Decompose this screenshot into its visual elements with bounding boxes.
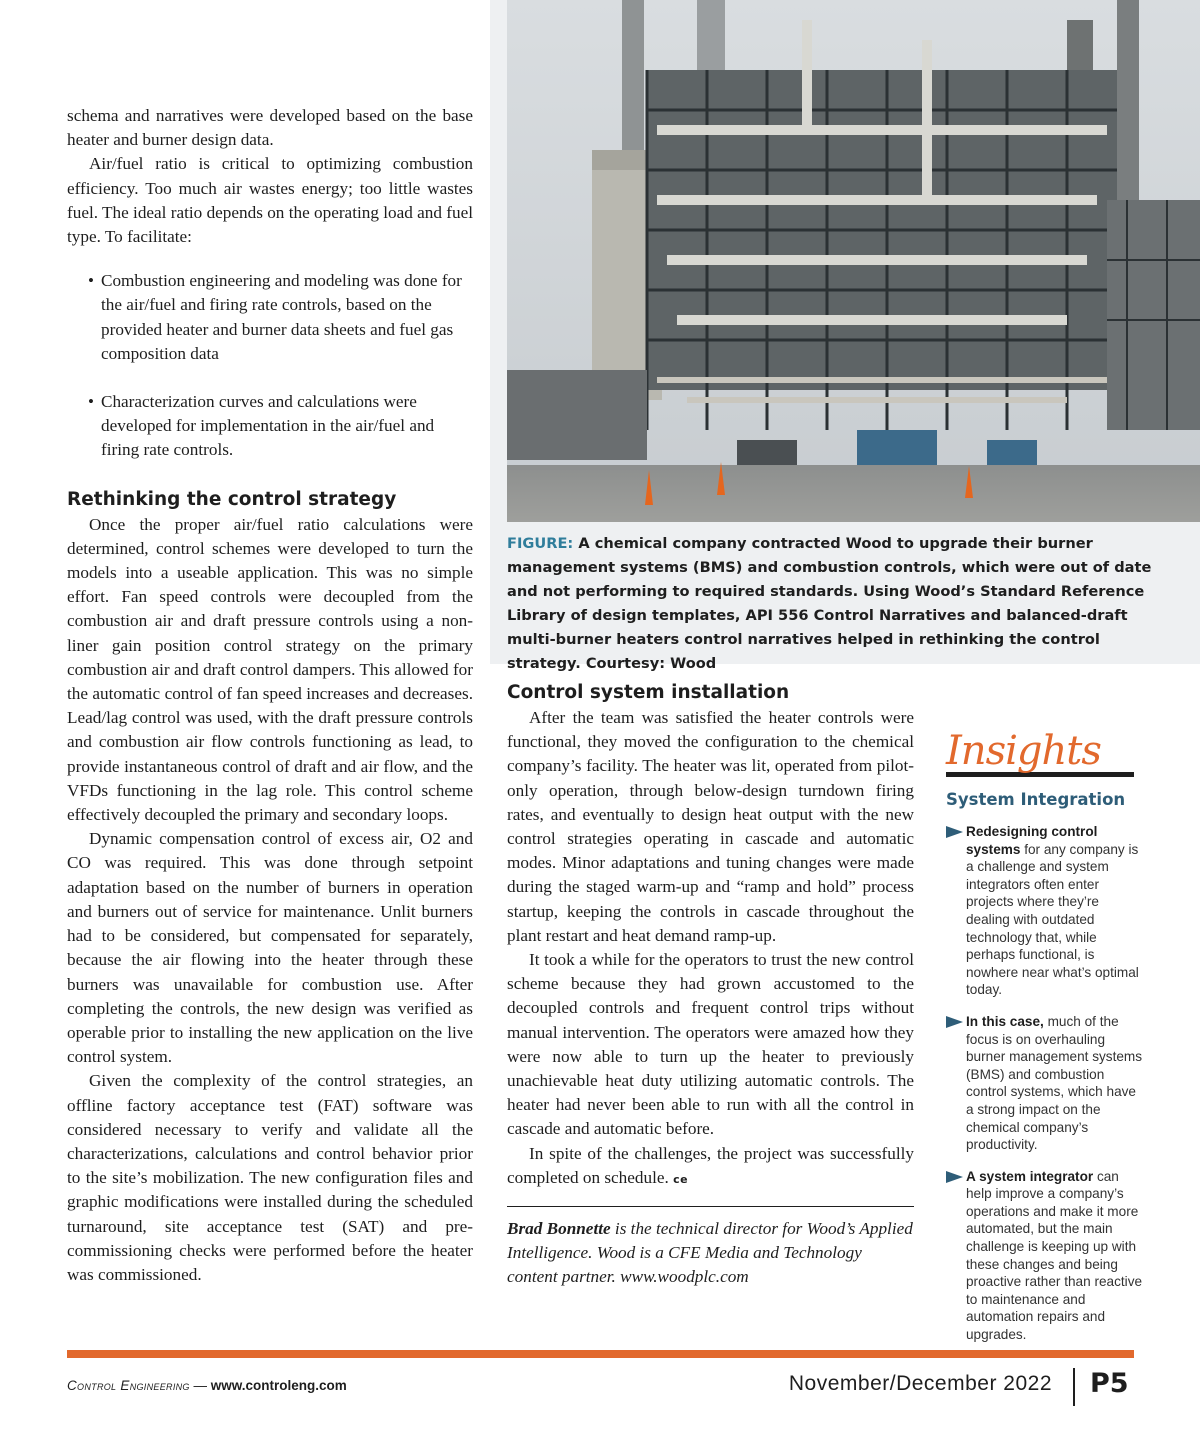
end-mark: ce [673,1172,689,1186]
section-heading: Rethinking the control strategy [67,488,397,510]
list-item: A system integrator can help improve a company’s operations and make it more automated, but the main challenge is keeping up with these changes and being proactive rather than reactive to maintenance and automation repairs and upgrades. [946,1168,1146,1344]
figure-photo [507,0,1200,522]
insights-subtitle: System Integration [946,790,1126,809]
figure-caption-text: A chemical company contracted Wood to upgrade their burner management systems (BMS) and combustion controls, which were out of date and not performing to required standards. Using Wood’s Standard Reference Library of design templates, API 556 Control Narratives and balanced-draft multi-burner heaters control narratives helped in rethinking the control strategy. Courtesy: Wood [507,535,1152,672]
arrow-icon [946,1016,963,1028]
list-item: • Characterization curves and calculations were developed for implementation in the air/fuel and firing rate controls. [88,392,435,460]
publication-url[interactable]: www.controleng.com [210,1378,347,1393]
paragraph: Given the complexity of the control strategies, an offline factory acceptance test (FAT) software was considered necessary to verify and validate all the characterizations, calculations and control behavior prior to the site’s mobilization. The new configuration files and graphic modifications were installed during the scheduled turnaround, site acceptance test (SAT) and pre-commissioning checks were performed before the heater was commissioned. [67,1071,473,1284]
byline-divider [507,1206,914,1207]
left-column [67,104,473,1287]
list-item: • Combustion engineering and modeling was done for the air/fuel and firing rate controls, based on the provided heater and burner data sheets and fuel gas composition data [88,271,462,363]
author-name: Brad Bonnette [507,1219,611,1239]
publication-name: Control Engineering [67,1378,190,1393]
paragraph: schema and narratives were developed based on the base heater and burner design data. [67,106,473,150]
list-item: Redesigning control systems for any company is a challenge and system integrators often enter projects where they’re dealing with outdated technology that, while perhaps functional, is nowhere near what’s optimal today. [946,823,1146,999]
bullet-icon: • [88,271,94,291]
arrow-icon [946,826,963,838]
footer-rule [67,1350,1134,1358]
paragraph: In spite of the challenges, the project was successfully completed on schedule. ce [507,1143,914,1187]
insights-list [946,823,1146,1344]
paragraph: Air/fuel ratio is critical to optimizing combustion efficiency. Too much air wastes energy; too little wastes fuel. The ideal ratio depends on the operating load and fuel type. To facilitate: [67,154,473,247]
footer-separator [1073,1368,1075,1406]
right-column [507,680,914,1289]
paragraph: It took a while for the operators to trust the new control scheme because they had grown accustomed to the decoupled controls and frequent control trips without manual intervention. The operators were amazed how they were now able to turn up the heater to previously unachievable heat duty utilizing automatic controls. The heater had never been able to run with all the control in cascade and automatic before. [507,950,914,1139]
issue-date: November/December 2022 [788,1372,1052,1395]
figure-label: FIGURE: [507,535,574,552]
paragraph: Dynamic compensation control of excess air, O2 and CO was required. This was done through setpoint adaptation based on the number of burners in operation and burners out of service for maintenance. Unlit burners had to be considered, but compensated for separately, because the air flowing into the heater through these burners was unavailable for combustion use. After completing the controls, the new design was verified as operable prior to installing the new application on the live control system. [67,829,473,1067]
paragraph: After the team was satisfied the heater controls were functional, they moved the configuration to the chemical company’s facility. The heater was lit, operated from pilot-only operation, through below-design turndown firing rates, and eventually to design heat output with the new control strategies operating in cascade and automatic modes. Minor adaptations and tuning changes were made during the staged warm-up and “ramp and hold” process startup, keeping the controls in cascade throughout the plant restart and heat demand ramp-up. [507,708,914,945]
figure-caption [507,532,1157,676]
insights-sidebar [946,728,1146,1358]
footer-publication: Control Engineering — www.controleng.com [67,1378,347,1393]
bullet-list [67,269,473,462]
author-byline: Brad Bonnette is the technical director for Wood’s Applied Intelligence. Wood is a CFE Media and Technology content partner. www.woodplc.com [507,1219,913,1287]
list-item: In this case, much of the focus is on overhauling burner management systems (BMS) and combustion control systems, which have a strong impact on the chemical company’s productivity. [946,1013,1146,1154]
paragraph: Once the proper air/fuel ratio calculations were determined, control schemes were developed to turn the models into a useable application. This was no simple effort. Fan speed controls were decoupled from the combustion air and draft pressure controls using a non-liner gain position control strategy on the primary combustion air and draft control dampers. This allowed for the automatic control of fan speed increases and decreases. Lead/lag control was used, with the draft pressure controls and combustion air flow controls functioning as lead, to provide instantaneous control of draft and air flow, and the VFDs functioning in the lag role. This control scheme effectively decoupled the primary and secondary loops. [67,514,473,825]
page-number: P5 [1090,1368,1129,1399]
section-heading: Control system installation [507,682,790,703]
insights-title: Insights [946,728,1101,774]
bullet-icon: • [88,392,94,412]
arrow-icon [946,1171,963,1183]
